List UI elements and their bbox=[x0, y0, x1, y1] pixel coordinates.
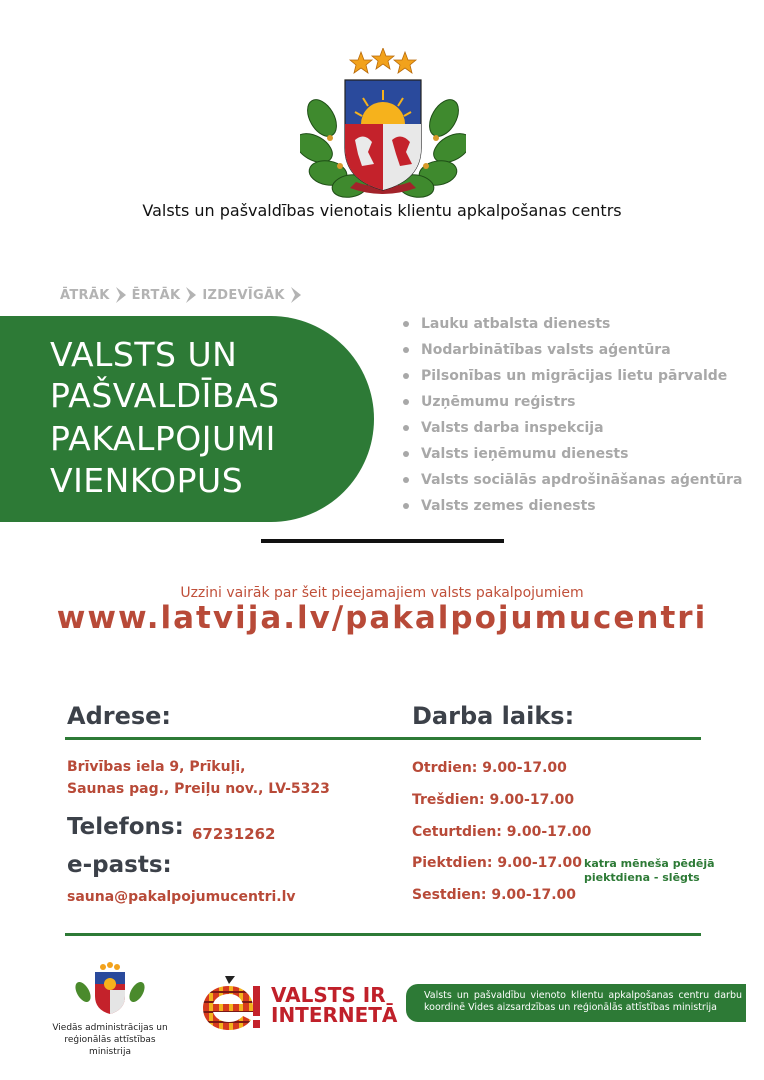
service-label: Pilsonības un migrācijas lietu pārvalde bbox=[421, 368, 728, 384]
ministry-coat-of-arms-logo bbox=[73, 962, 147, 1018]
hero-line: VIENKOPUS bbox=[50, 461, 244, 500]
email-value[interactable]: sauna@pakalpojumucentri.lv bbox=[67, 889, 296, 905]
service-label: Valsts sociālās apdrošināšanas aģentūra bbox=[421, 472, 743, 488]
list-item bbox=[400, 496, 742, 522]
ministry-line: Viedās administrācijas un bbox=[52, 1023, 168, 1033]
list-item bbox=[400, 392, 742, 418]
e-logo-icon bbox=[199, 976, 263, 1032]
list-item bbox=[400, 470, 742, 496]
tagline-word: IZDEVĪGĀK bbox=[202, 287, 285, 303]
info-lead: Uzzini vairāk par šeit pieejamajiem valsts pakalpojumiem bbox=[180, 585, 584, 601]
bullet-icon bbox=[403, 321, 409, 327]
note-line: katra mēneša pēdējā bbox=[584, 857, 715, 870]
divider bbox=[261, 539, 504, 543]
bullet-icon bbox=[403, 373, 409, 379]
service-label: Lauku atbalsta dienests bbox=[421, 316, 611, 332]
bullet-icon bbox=[403, 399, 409, 405]
bullet-icon bbox=[403, 451, 409, 457]
hours-row: Otrdien: 9.00-17.00 bbox=[412, 760, 567, 776]
service-label: Valsts darba inspekcija bbox=[421, 420, 604, 436]
address bbox=[67, 756, 330, 800]
bullet-icon bbox=[403, 503, 409, 509]
service-label: Uzņēmumu reģistrs bbox=[421, 394, 576, 410]
website-link[interactable]: www.latvija.lv/pakalpojumucentri bbox=[56, 600, 708, 636]
valsts-ir-interneta-logo bbox=[271, 985, 397, 1025]
ministry-line: reģionālās attīstības bbox=[64, 1035, 156, 1045]
divider bbox=[65, 933, 701, 936]
hours-row: Piektdien: 9.00-17.00 bbox=[412, 855, 582, 871]
coordination-banner: Valsts un pašvaldību vienoto klientu apkalpošanas centru darbu koordinē Vides aizsardzības un reģionālās attīstības ministrija bbox=[406, 984, 746, 1022]
note-line: piektdiena - slēgts bbox=[584, 871, 700, 884]
hero-block bbox=[0, 316, 374, 522]
phone-label: Telefons: bbox=[67, 814, 184, 840]
hours-row: Trešdien: 9.00-17.00 bbox=[412, 792, 575, 808]
tagline-word: ĒRTĀK bbox=[131, 287, 181, 303]
ministry-line: ministrija bbox=[89, 1047, 131, 1057]
hours-row: Sestdien: 9.00-17.00 bbox=[412, 887, 576, 903]
latvia-coat-of-arms-logo bbox=[300, 48, 466, 200]
bullet-icon bbox=[403, 477, 409, 483]
service-label: Valsts ieņēmumu dienests bbox=[421, 446, 629, 462]
email-label: e-pasts: bbox=[67, 852, 172, 878]
services-list bbox=[400, 314, 742, 522]
hours-row: Ceturtdien: 9.00-17.00 bbox=[412, 824, 592, 840]
tagline bbox=[60, 286, 303, 304]
hours-heading: Darba laiks: bbox=[412, 702, 575, 730]
hero-line: PAŠVALDĪBAS bbox=[50, 376, 280, 415]
logo-line: INTERNETĀ bbox=[271, 1003, 398, 1027]
friday-note bbox=[584, 857, 754, 885]
logo-line: VALSTS IR bbox=[271, 983, 386, 1007]
hero-line: VALSTS UN bbox=[50, 335, 238, 374]
address-line: Saunas pag., Preiļu nov., LV-5323 bbox=[67, 781, 330, 797]
address-line: Brīvības iela 9, Prīkuļi, bbox=[67, 759, 246, 775]
hero-line: PAKALPOJUMI bbox=[50, 419, 276, 458]
tagline-word: ĀTRĀK bbox=[60, 287, 110, 303]
list-item bbox=[400, 366, 742, 392]
chevron-right-icon bbox=[114, 286, 128, 304]
divider bbox=[65, 737, 701, 740]
chevron-right-icon bbox=[289, 286, 303, 304]
list-item bbox=[400, 444, 742, 470]
center-title: Valsts un pašvaldības vienotais klientu apkalpošanas centrs bbox=[142, 201, 622, 220]
list-item bbox=[400, 340, 742, 366]
ministry-name bbox=[48, 1022, 172, 1058]
service-label: Nodarbinātības valsts aģentūra bbox=[421, 342, 671, 358]
bullet-icon bbox=[403, 425, 409, 431]
service-label: Valsts zemes dienests bbox=[421, 498, 596, 514]
list-item bbox=[400, 314, 742, 340]
list-item bbox=[400, 418, 742, 444]
bullet-icon bbox=[403, 347, 409, 353]
phone-value[interactable]: 67231262 bbox=[192, 825, 276, 843]
chevron-right-icon bbox=[184, 286, 198, 304]
address-heading: Adrese: bbox=[67, 702, 172, 730]
